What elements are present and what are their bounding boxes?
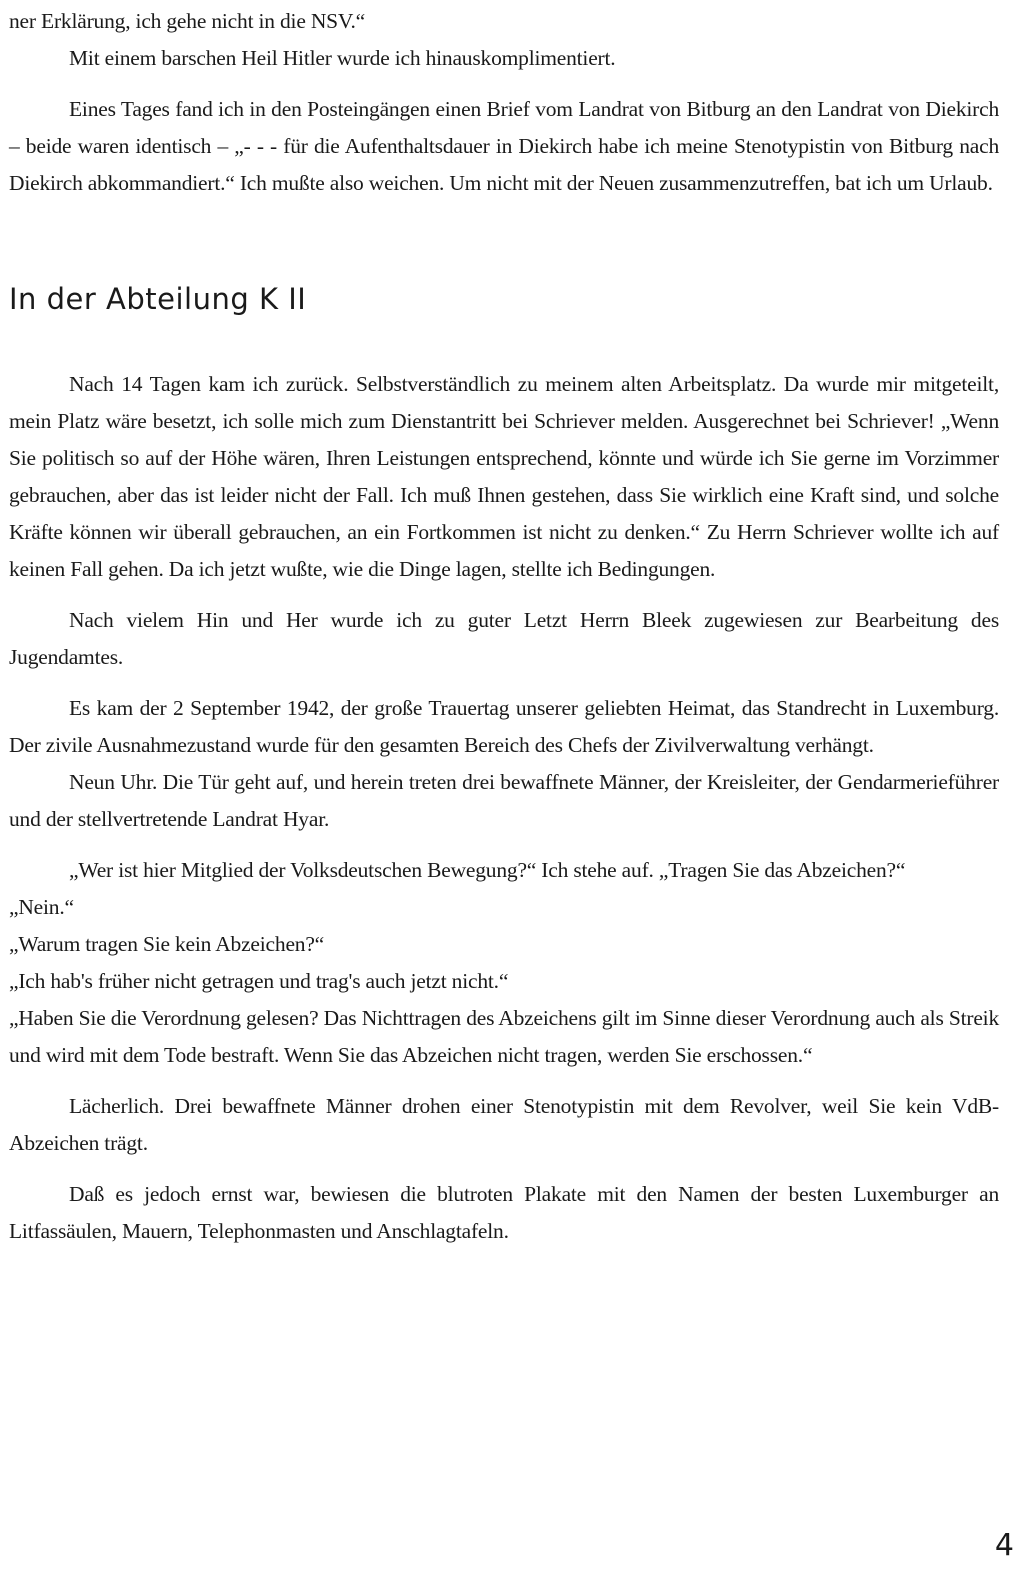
paragraph: Lächerlich. Drei bewaffnete Männer drohen einer Stenotypistin mit dem Revolver, weil Sie kein VdB-Abzeichen trägt. (9, 1094, 999, 1155)
dialogue-line: „Nein.“ (9, 895, 74, 919)
paragraph: Neun Uhr. Die Tür geht auf, und herein treten drei bewaffnete Männer, der Kreisleiter, der Gendarmerieführer und der stellvertretende Landrat Hyar. (9, 770, 999, 831)
paragraph: Daß es jedoch ernst war, bewiesen die blutroten Plakate mit den Namen der besten Luxemburger an Litfassäulen, Mauern, Telephonmasten und Anschlagtafeln. (9, 1182, 999, 1243)
paragraph: Mit einem barschen Heil Hitler wurde ich hinauskomplimentiert. (69, 46, 616, 70)
paragraph: Nach 14 Tagen kam ich zurück. Selbstverständlich zu meinem alten Arbeitsplatz. Da wurde mir mitgeteilt, mein Platz wäre besetzt, ich solle mich zum Dienstantritt bei Schriever melden. Ausgerechnet bei Schriever! „Wenn Sie politisch so auf der Höhe wären, Ihren Leistungen entsprechend, könnte und würde ich Sie gerne im Vorzimmer gebrauchen, aber das ist leider nicht der Fall. Ich muß Ihnen gestehen, dass Sie wirklich eine Kraft sind, und solche Kräfte können wir überall gebrauchen, an ein Fortkommen ist nicht zu denken.“ Zu Herrn Schriever wollte ich auf keinen Fall gehen. Da ich jetzt wußte, wie die Dinge lagen, stellte ich Bedingungen. (9, 372, 999, 581)
dialogue-line: „Wer ist hier Mitglied der Volksdeutschen Bewegung?“ Ich stehe auf. „Tragen Sie das Abzeichen?“ (69, 858, 906, 882)
intro-block (9, 0, 999, 202)
paragraph-continued: ner Erklärung, ich gehe nicht in die NSV.“ (9, 9, 366, 33)
dialogue-line: „Haben Sie die Verordnung gelesen? Das Nichttragen des Abzeichens gilt im Sinne dieser Verordnung auch als Streik und wird mit dem Tode bestraft. Wenn Sie das Abzeichen nicht tragen, werden Sie erschossen.“ (9, 1006, 999, 1067)
paragraph: Nach vielem Hin und Her wurde ich zu guter Letzt Herrn Bleek zugewiesen zur Bearbeitung des Jugendamtes. (9, 608, 999, 669)
paragraph: Es kam der 2 September 1942, der große Trauertag unserer geliebten Heimat, das Standrecht in Luxemburg. Der zivile Ausnahmezustand wurde für den gesamten Bereich des Chefs der Zivilverwaltung verhängt. (9, 696, 999, 757)
dialogue-line: „Warum tragen Sie kein Abzeichen?“ (9, 932, 325, 956)
section-body (9, 366, 999, 1250)
section-heading: In der Abteilung K II (9, 282, 307, 316)
page-number: 4 (994, 1528, 1014, 1563)
paragraph: Eines Tages fand ich in den Posteingängen einen Brief vom Landrat von Bitburg an den Landrat von Diekirch – beide waren identisch – „- - - für die Aufenthaltsdauer in Diekirch habe ich meine Stenotypistin von Bitburg nach Diekirch abkommandiert.“ Ich mußte also weichen. Um nicht mit der Neuen zusammenzutreffen, bat ich um Urlaub. (9, 97, 999, 195)
dialogue-line: „Ich hab's früher nicht getragen und trag's auch jetzt nicht.“ (9, 969, 509, 993)
